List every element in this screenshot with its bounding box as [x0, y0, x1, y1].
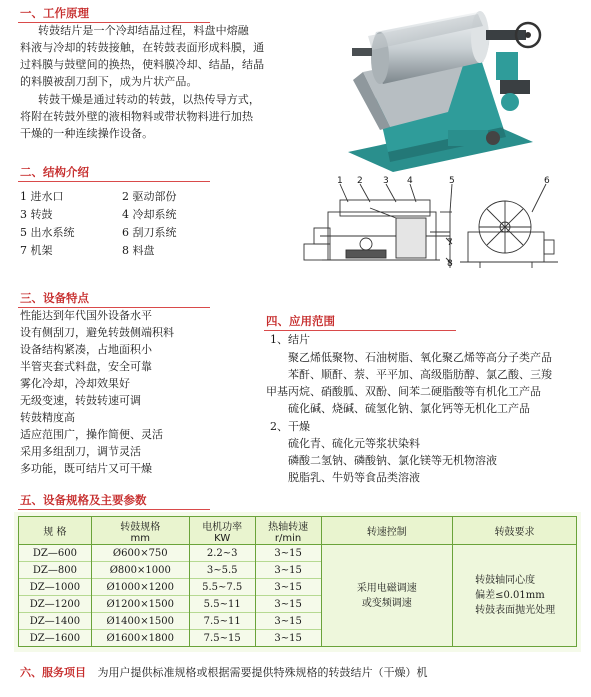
cell-model: DZ—1400: [19, 613, 92, 630]
feature-line-3: 设备结构紧凑，占地面积小: [20, 343, 152, 356]
header-requirement: 转鼓要求: [453, 517, 577, 545]
spec-table: [18, 516, 577, 647]
application-line-5: 硫化碱、烧碱、硫氢化钠、氯化钙等无机化工产品: [288, 402, 530, 415]
structure-item-5: 5 出水系统: [20, 226, 75, 239]
cell-drum: Ø1000×1200: [91, 579, 189, 596]
application-line-4: 甲基丙烷、硝酸胍、双酚、间苯二硬脂酸等有机化工产品: [266, 385, 541, 398]
section-underline: [18, 181, 210, 182]
cell-model: DZ—600: [19, 545, 92, 562]
feature-line-1: 性能达到年代国外设备水平: [20, 309, 152, 322]
section-underline: [18, 509, 210, 510]
cell-speed: 3~15: [255, 596, 321, 613]
diagram-label-6: 6: [544, 176, 550, 186]
diagram-label-5: 5: [449, 176, 455, 186]
header-power: 电机功率 KW: [189, 517, 255, 545]
feature-line-5: 雾化冷却，冷却效果好: [20, 377, 130, 390]
application-line-6: 2、干燥: [270, 420, 310, 433]
header-speed: 热轴转速 r/min: [255, 517, 321, 545]
feature-line-2: 设有侧刮刀，避免转鼓侧端积料: [20, 326, 174, 339]
application-line-7: 硫化青、硫化元等浆状染料: [288, 437, 420, 450]
section-title-work-principle: 一、工作原理: [20, 6, 89, 20]
work-line-3: 过料膜与鼓壁间的换热，使料膜冷却、结晶，结晶: [20, 58, 265, 71]
application-line-1: 1、结片: [270, 333, 310, 346]
service-line: [20, 664, 428, 680]
cell-speed: 3~15: [255, 579, 321, 596]
drum-flaker-photo: [328, 2, 556, 172]
feature-line-9: 采用多组刮刀，调节灵活: [20, 445, 141, 458]
feature-line-7: 转鼓精度高: [20, 411, 75, 424]
structure-item-4: 4 冷却系统: [122, 208, 177, 221]
cell-model: DZ—800: [19, 562, 92, 579]
diagram-label-7: 7: [447, 238, 453, 248]
diagram-label-4: 4: [407, 176, 413, 186]
application-line-8: 磷酸二氢钠、磷酸钠、氯化镁等无机物溶液: [288, 454, 497, 467]
diagram-label-2: 2: [357, 176, 363, 186]
cell-speed: 3~15: [255, 545, 321, 562]
structure-item-6: 6 刮刀系统: [122, 226, 177, 239]
diagram-label-1: 1: [337, 176, 343, 186]
work-line-1: 转鼓结片是一个冷却结晶过程，料盘中熔融: [38, 24, 249, 37]
feature-line-8: 适应范围广，操作简便、灵活: [20, 428, 163, 441]
cell-drum: Ø1200×1500: [91, 596, 189, 613]
structure-item-1: 1 进水口: [20, 190, 64, 203]
work-line-6: 将附在转鼓外壁的液相物料或带状物料进行加热: [20, 110, 254, 123]
structure-item-3: 3 转鼓: [20, 208, 53, 221]
cell-drum: Ø800×1000: [91, 562, 189, 579]
cell-power: 7.5~11: [189, 613, 255, 630]
feature-line-4: 半管夹套式料盘，安全可靠: [20, 360, 152, 373]
cell-drum: Ø1600×1800: [91, 630, 189, 647]
feature-line-10: 多功能，既可结片又可干燥: [20, 462, 152, 475]
work-line-2: 料液与冷却的转鼓接触，在转鼓表面形成料膜，通: [20, 41, 265, 54]
structure-item-2: 2 驱动部份: [122, 190, 177, 203]
structure-item-7: 7 机架: [20, 244, 53, 257]
cell-speed-control: 采用电磁调速 或变频调速: [321, 545, 453, 647]
section-title-specs: 五、设备规格及主要参数: [20, 493, 147, 507]
structure-diagram: [300, 172, 570, 277]
application-line-3: 苯酐、顺酐、萘、平平加、高级脂肪醇、氯乙酸、三羧: [288, 368, 552, 381]
cell-model: DZ—1600: [19, 630, 92, 647]
cell-drum-requirement: 转鼓轴同心度 偏差≤0.01mm 转鼓表面抛光处理: [453, 545, 577, 647]
work-line-5: 转鼓干燥是通过转动的转鼓，以热传导方式，: [38, 93, 260, 106]
section-title-features: 三、设备特点: [20, 291, 89, 305]
section-title-structure: 二、结构介绍: [20, 165, 89, 179]
application-line-2: 聚乙烯低聚物、石油树脂、氧化聚乙烯等高分子类产品: [288, 351, 552, 364]
cell-speed: 3~15: [255, 613, 321, 630]
cell-drum: Ø600×750: [91, 545, 189, 562]
cell-power: 3~5.5: [189, 562, 255, 579]
service-text: 为用户提供标准规格或根据需要提供特殊规格的转鼓结片（干燥）机: [97, 666, 428, 679]
diagram-label-3: 3: [383, 176, 389, 186]
cell-model: DZ—1000: [19, 579, 92, 596]
cell-drum: Ø1400×1500: [91, 613, 189, 630]
cell-speed: 3~15: [255, 630, 321, 647]
work-line-4: 的料膜被刮刀刮下，成为片状产品。: [20, 75, 198, 88]
header-model: 规 格: [19, 517, 92, 545]
cell-power: 2.2~3: [189, 545, 255, 562]
section-title-application: 四、应用范围: [266, 314, 335, 328]
header-drum: 转鼓规格 mm: [91, 517, 189, 545]
section-title-service: 六、服务项目: [20, 666, 86, 679]
table-row: [19, 545, 577, 562]
cell-power: 5.5~11: [189, 596, 255, 613]
application-line-9: 脱脂乳、牛奶等食品类溶液: [288, 471, 420, 484]
work-line-7: 干燥的一种连续操作设备。: [20, 127, 154, 140]
cell-power: 7.5~15: [189, 630, 255, 647]
header-control: 转速控制: [321, 517, 453, 545]
cell-speed: 3~15: [255, 562, 321, 579]
feature-line-6: 无级变速，转鼓转速可调: [20, 394, 141, 407]
cell-power: 5.5~7.5: [189, 579, 255, 596]
cell-model: DZ—1200: [19, 596, 92, 613]
diagram-label-8: 8: [447, 259, 453, 269]
structure-item-8: 8 料盘: [122, 244, 155, 257]
